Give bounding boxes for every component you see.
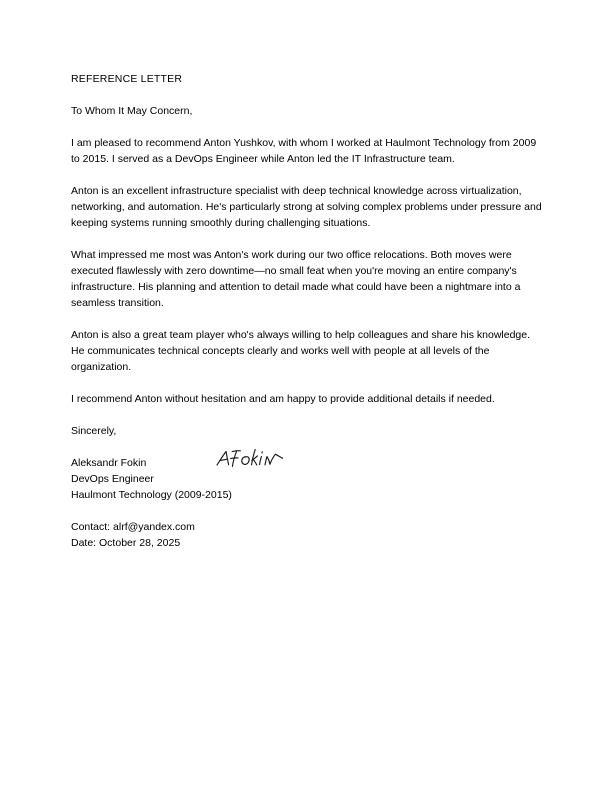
contact-email-line: Contact: alrf@yandex.com — [71, 521, 195, 533]
body-paragraph-4: Anton is also a great team player who's always willing to help colleagues and share his knowledge. He communicates technical concepts clearly and works well with people at all levels of the organization. — [71, 329, 531, 373]
closing-salutation: Sincerely, — [71, 425, 117, 437]
body-paragraph-5: I recommend Anton without hesitation and am happy to provide additional details if needed. — [71, 393, 495, 405]
letter-body — [71, 71, 542, 551]
salutation: To Whom It May Concern, — [71, 105, 193, 117]
contact-block — [71, 519, 542, 551]
contact-date-line: Date: October 28, 2025 — [71, 537, 181, 549]
page-title: REFERENCE LETTER — [71, 73, 183, 85]
signature-block — [71, 455, 542, 503]
signer-title: DevOps Engineer — [71, 473, 154, 485]
signer-name: Aleksandr Fokin — [71, 457, 147, 469]
body-paragraph-2: Anton is an excellent infrastructure specialist with deep technical knowledge across virtualization, networking, and automation. He's particularly strong at solving complex problems under pressure and keeping systems running smoothly during challenging situations. — [71, 185, 542, 229]
signer-company: Haulmont Technology (2009-2015) — [71, 489, 232, 501]
body-paragraph-1: I am pleased to recommend Anton Yushkov, with whom I worked at Haulmont Technology from 2009 to 2015. I served as a DevOps Engineer while Anton led the IT Infrastructure team. — [71, 137, 537, 165]
body-paragraph-3: What impressed me most was Anton's work during our two office relocations. Both moves were executed flawlessly with zero downtime—no small feat when you're moving an entire company's infrastructure. His planning and attention to detail made what could have been a nightmare into a seamless transition. — [71, 249, 521, 309]
